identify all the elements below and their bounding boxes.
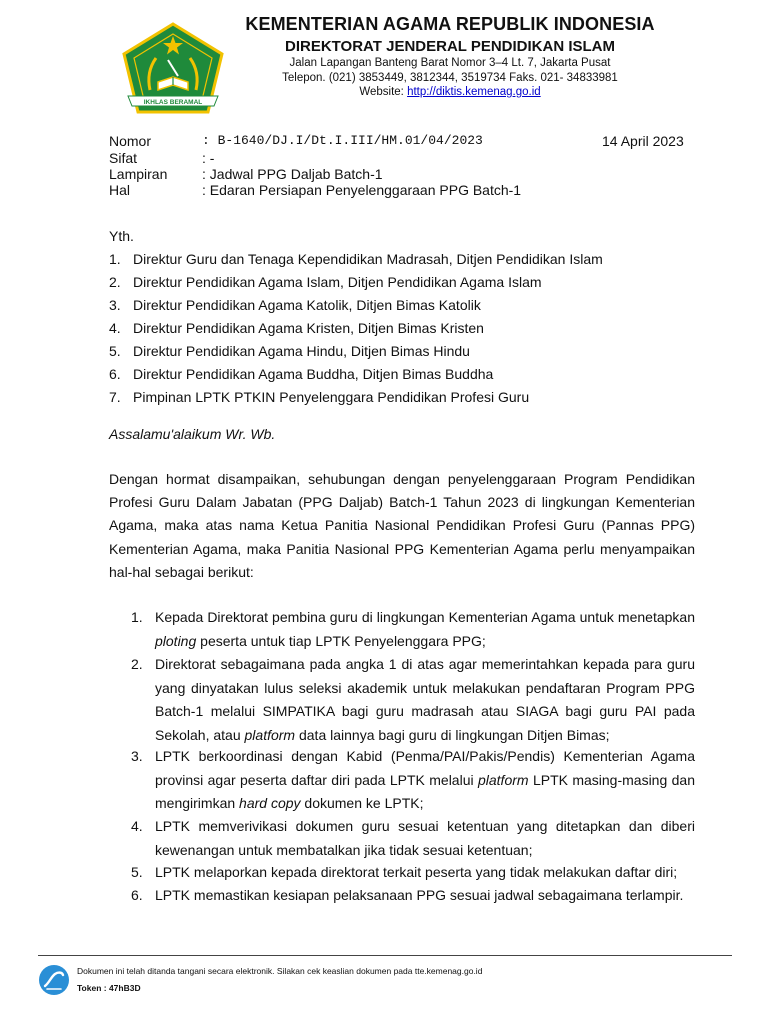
footer-divider: [38, 955, 732, 956]
recipient-item: 7. Pimpinan LPTK PTKIN Penyelenggara Pendidikan Profesi Guru: [109, 389, 530, 405]
recipient-item: 2. Direktur Pendidikan Agama Islam, Ditjen Pendidikan Agama Islam: [109, 274, 542, 290]
directorate-name: DIREKTORAT JENDERAL PENDIDIKAN ISLAM: [284, 38, 616, 55]
recipient-item: 6. Direktur Pendidikan Agama Buddha, Ditjen Bimas Buddha: [109, 366, 494, 382]
point-item: 6. LPTK memastikan kesiapan pelaksanaan PPG sesuai jadwal sebagaimana terlampir.: [131, 887, 684, 903]
point-item: 1. Kepada Direktorat pembina guru di lingkungan Kementerian Agama untuk menetapkan ploting peserta untuk tiap LPTK Penyelenggara PPG;: [131, 609, 695, 649]
recipient-item: 5. Direktur Pendidikan Agama Hindu, Ditjen Bimas Hindu: [109, 343, 470, 359]
point-item: 3. LPTK berkoordinasi dengan Kabid (Penma/PAI/Pakis/Pendis) Kementerian Agama provinsi agar peserta daftar diri pada LPTK melalui platform LPTK masing-masing dan mengirimkan hard copy dokumen ke LPTK;: [131, 748, 695, 811]
point-item: 2. Direktorat sebagaimana pada angka 1 di atas agar memerintahkan kepada para guru yang dinyatakan lulus seleksi akademik untuk melakukan pendaftaran Program PPG Batch-1 melalui SIMPATIKA bagi guru madrasah atau SIAGA bagi guru PAI pada Sekolah, atau platform data lainnya bagi guru di lingkungan Ditjen Bimas;: [131, 656, 695, 743]
point-item: 5. LPTK melaporkan kepada direktorat terkait peserta yang tidak melakukan daftar diri;: [131, 864, 678, 880]
meta-label: Lampiran: [109, 166, 168, 182]
website-label: Website:: [359, 86, 408, 98]
recipient-item: 1. Direktur Guru dan Tenaga Kependidikan Madrasah, Ditjen Pendidikan Islam: [109, 251, 603, 267]
meta-label: Sifat: [109, 150, 138, 166]
meta-label: Hal: [109, 182, 131, 198]
point-item: 4. LPTK memverivikasi dokumen guru sesuai ketentuan yang ditetapkan dan diberi kewenangan untuk membatalkan jika tidak sesuai ketentuan;: [131, 818, 695, 858]
ministry-name: KEMENTERIAN AGAMA REPUBLIK INDONESIA: [245, 14, 655, 34]
letterhead-address: Jalan Lapangan Banteng Barat Nomor 3–4 Lt. 7, Jakarta Pusat: [289, 57, 611, 69]
intro-paragraph: Dengan hormat disampaikan, sehubungan dengan penyelenggaraan Program Pendidikan Profesi Guru Dalam Jabatan (PPG Daljab) Batch-1 Tahun 2023 di lingkungan Kementerian Agama, maka atas nama Ketua Panitia Nasional Pendidikan Profesi Guru (Pannas PPG) Kementerian Agama, maka Panitia Nasional PPG Kementerian Agama perlu menyampaikan hal-hal sebagai berikut:: [109, 471, 695, 580]
greeting: Assalamu'alaikum Wr. Wb.: [109, 426, 276, 442]
meta-value: : -: [202, 150, 215, 166]
footer-token: Token : 47hB3D: [77, 983, 141, 993]
recipient-item: 4. Direktur Pendidikan Agama Kristen, Ditjen Bimas Kristen: [109, 320, 484, 336]
kemenag-logo: [118, 20, 228, 120]
letterhead-website: [230, 86, 670, 98]
meta-label: Nomor: [109, 133, 152, 149]
footer-note: Dokumen ini telah ditanda tangani secara elektronik. Silakan cek keaslian dokumen pada tte.kemenag.go.id: [77, 966, 483, 976]
meta-value: : Jadwal PPG Daljab Batch-1: [202, 166, 383, 182]
logo-motto: IKHLAS BERAMAL: [143, 99, 203, 106]
bsre-signature-icon: [38, 964, 70, 996]
meta-value: : B-1640/DJ.I/Dt.I.III/HM.01/04/2023: [202, 133, 483, 148]
letter-date: 14 April 2023: [602, 133, 684, 149]
website-link[interactable]: http://diktis.kemenag.go.id: [407, 86, 541, 98]
salutation: Yth.: [109, 228, 134, 244]
recipient-item: 3. Direktur Pendidikan Agama Katolik, Ditjen Bimas Katolik: [109, 297, 481, 313]
letterhead-phone: Telepon. (021) 3853449, 3812344, 3519734 Faks. 021- 34833981: [282, 72, 618, 84]
meta-value: : Edaran Persiapan Penyelenggaraan PPG Batch-1: [202, 182, 522, 198]
